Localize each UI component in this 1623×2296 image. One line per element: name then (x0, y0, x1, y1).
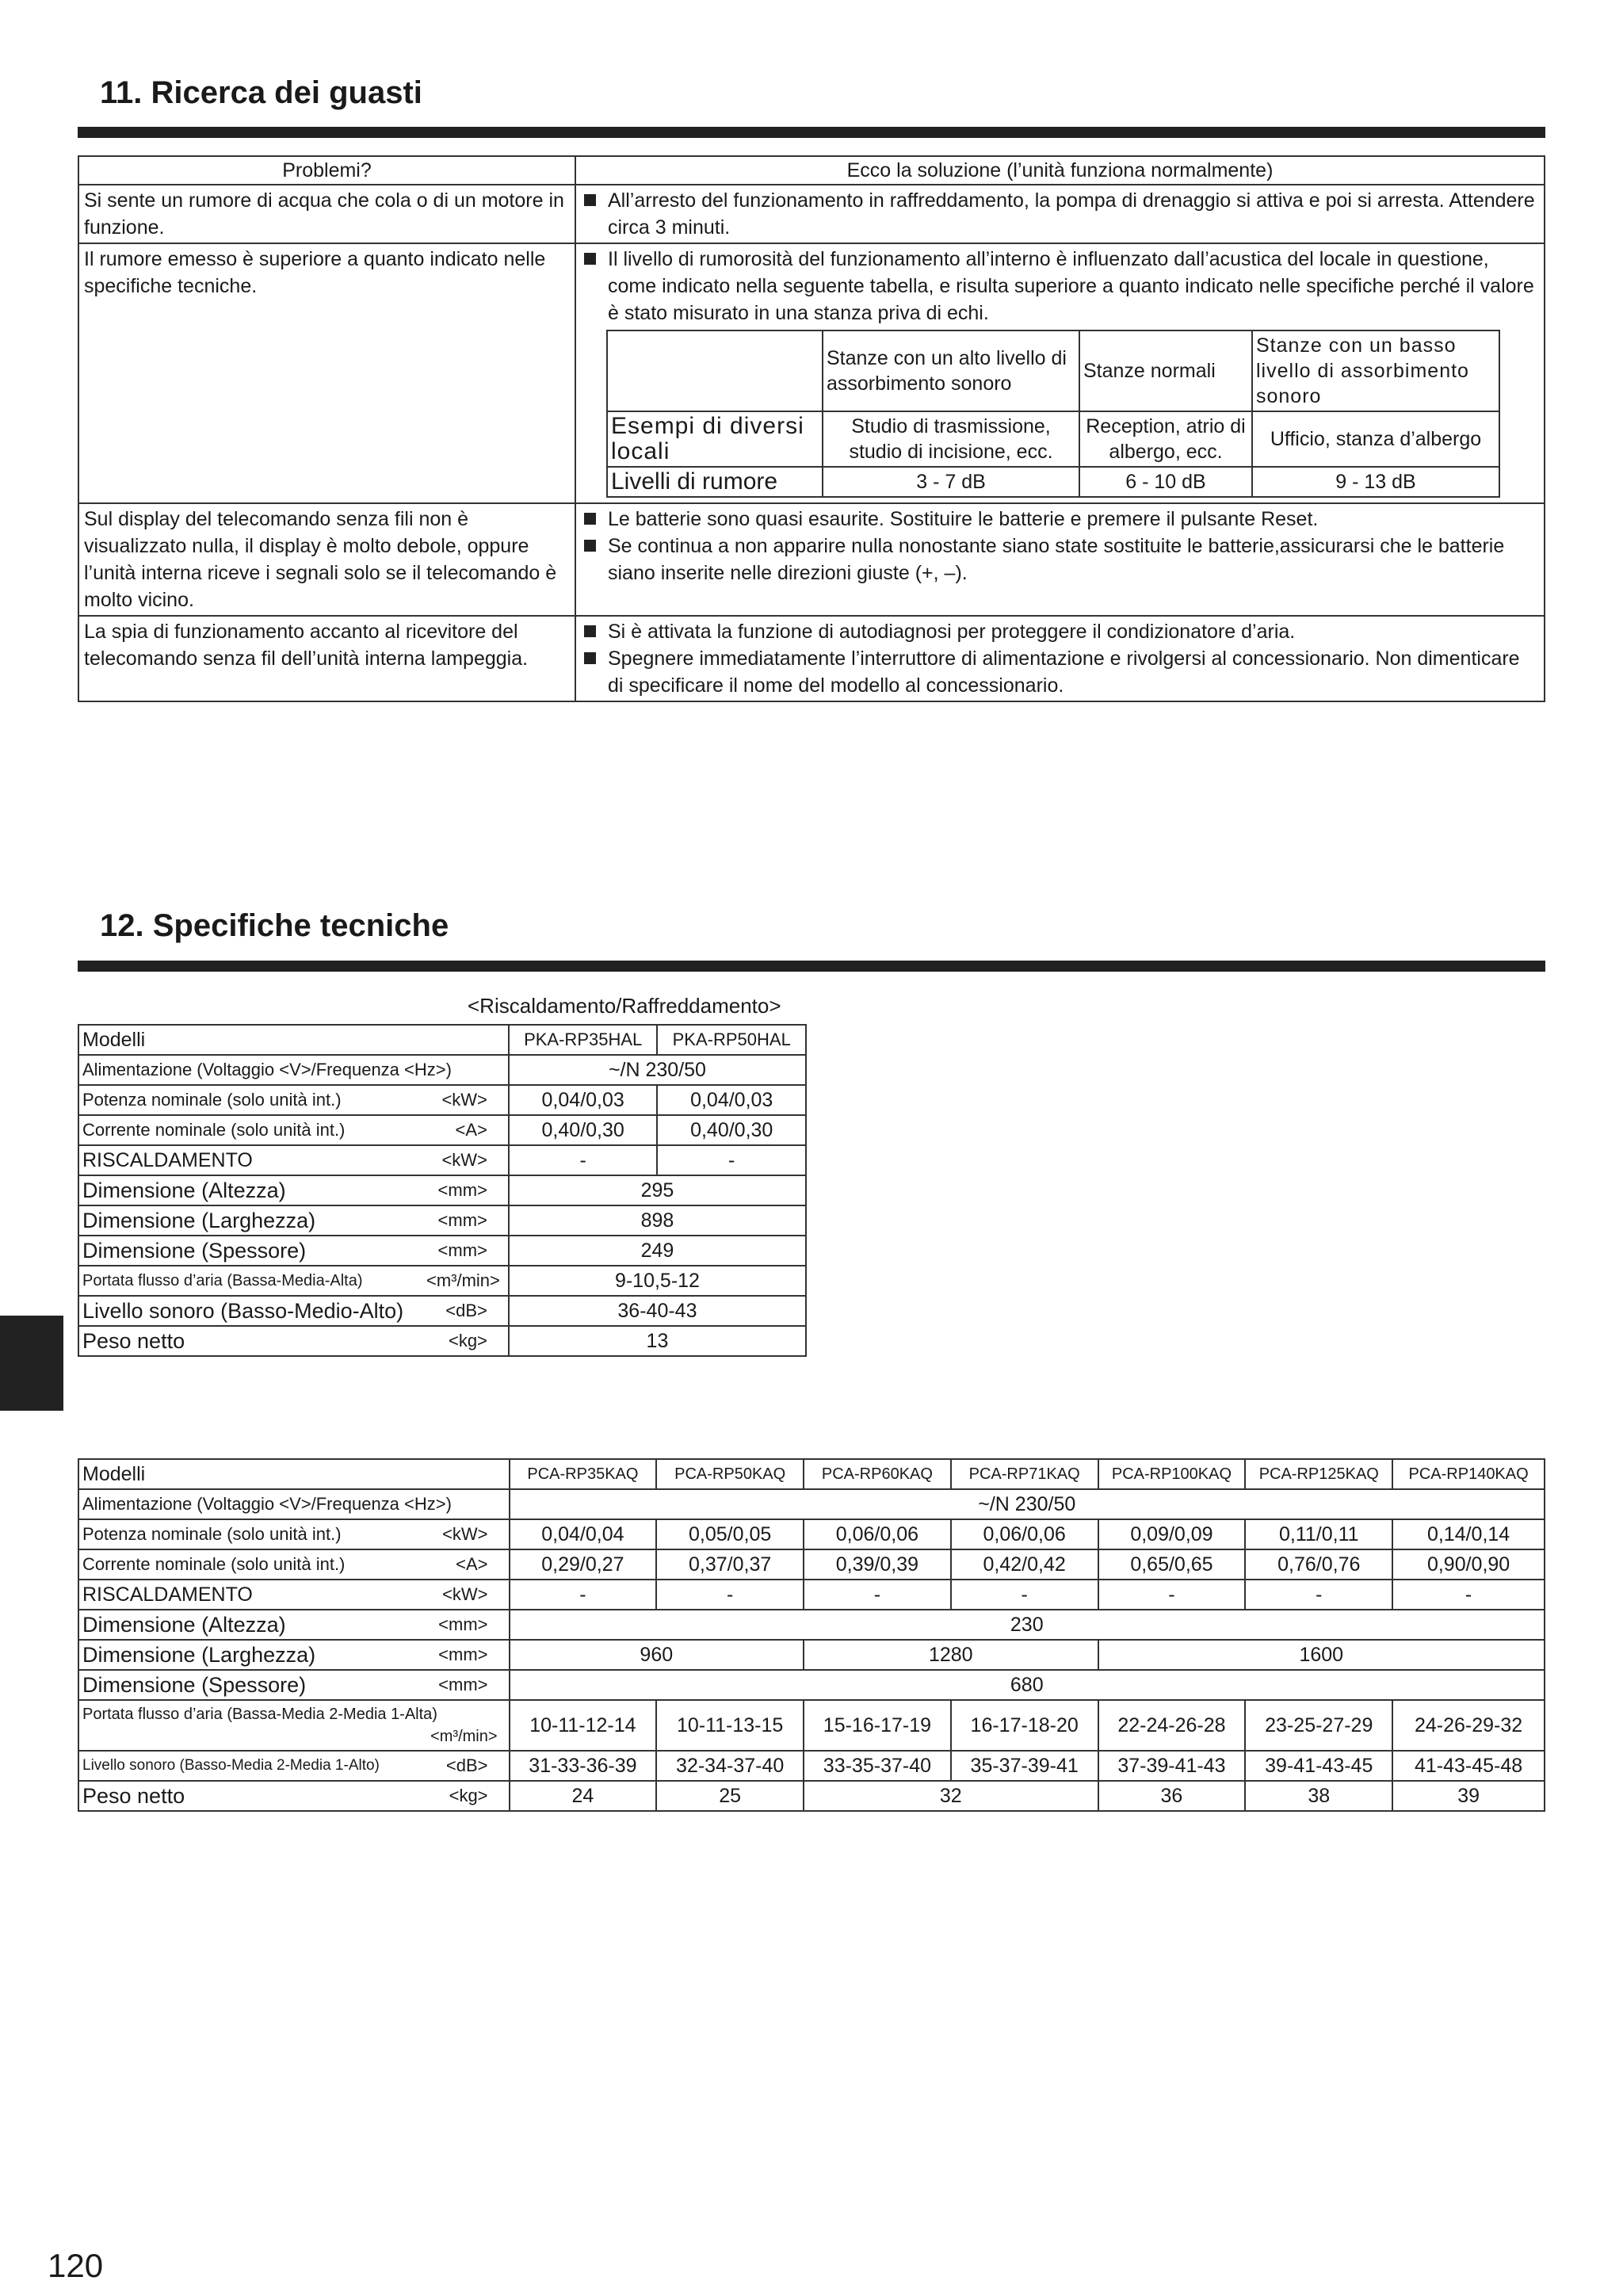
spec-value: 230 (510, 1610, 1545, 1640)
row-label: Corrente nominale (solo unità int.) <A> (78, 1115, 509, 1145)
spec-value: 680 (510, 1670, 1545, 1700)
row-label: Dimensione (Spessore) <mm> (78, 1236, 509, 1266)
unit: <A> (456, 1554, 488, 1574)
models-label: Modelli (78, 1459, 510, 1489)
spec-value: 0,09/0,09 (1098, 1519, 1246, 1549)
row-label: Portata flusso d’aria (Bassa-Media-Alta) <m³/min> (78, 1266, 509, 1296)
spec-value: 24 (510, 1781, 657, 1811)
spec-value: ~/N 230/50 (509, 1055, 806, 1085)
model-name: PCA-RP35KAQ (510, 1459, 657, 1489)
problem-cell: La spia di funzionamento accanto al ricevitore del telecomando senza fil dell’unità interna lampeggia. (78, 616, 575, 701)
solution-item: Le batterie sono quasi esaurite. Sostituire le batterie e premere il pulsante Reset. (581, 506, 1539, 533)
table-row (78, 243, 1545, 503)
spec-value: - (657, 1145, 806, 1175)
spec-value: - (1098, 1580, 1246, 1610)
spec-value: 295 (509, 1175, 806, 1205)
spec-value: 32-34-37-40 (656, 1751, 804, 1781)
spec-value: 10-11-13-15 (656, 1700, 804, 1751)
spec-value: 0,42/0,42 (951, 1549, 1098, 1580)
table-row (78, 185, 1545, 243)
spec-value: 0,14/0,14 (1392, 1519, 1545, 1549)
spec-value: 898 (509, 1205, 806, 1236)
noise-example: Reception, atrio di albergo, ecc. (1079, 411, 1252, 467)
unit: <kW> (442, 1524, 488, 1544)
table-header-row (78, 156, 1545, 185)
spec-value: 38 (1245, 1781, 1392, 1811)
spec-value: 33-35-37-40 (804, 1751, 951, 1781)
row-label: Dimensione (Altezza) <mm> (78, 1175, 509, 1205)
spec-value: 9-10,5-12 (509, 1266, 806, 1296)
model-name: PCA-RP50KAQ (656, 1459, 804, 1489)
spec-value: 0,04/0,04 (510, 1519, 657, 1549)
language-side-tab (0, 1316, 63, 1411)
noise-row-label-examples: Esempi di diversi locali (607, 411, 823, 467)
row-label: Livello sonoro (Basso-Media 2-Media 1-Alto) <dB> (78, 1751, 510, 1781)
row-label: Dimensione (Larghezza) <mm> (78, 1640, 510, 1670)
page-number: 120 (48, 2247, 104, 2284)
row-label: Dimensione (Spessore) <mm> (78, 1670, 510, 1700)
spec-value: 960 (510, 1640, 804, 1670)
model-name: PCA-RP71KAQ (951, 1459, 1098, 1489)
row-label: Livello sonoro (Basso-Medio-Alto) <dB> (78, 1296, 509, 1326)
row-label: Dimensione (Altezza) <mm> (78, 1610, 510, 1640)
spec-value: 0,11/0,11 (1245, 1519, 1392, 1549)
unit: <kW> (441, 1090, 487, 1110)
solution-item: Il livello di rumorosità del funzionamento all’interno è influenzato dall’acustica del locale in questione, come indicato nella seguente tabella, e risulta superiore a quanto indicato nelle specifiche perché il valore è stato misurato in una stanza priva di echi. (581, 246, 1539, 327)
spec-value: 0,05/0,05 (656, 1519, 804, 1549)
unit: <A> (455, 1120, 487, 1140)
noise-level: 9 - 13 dB (1252, 467, 1499, 497)
noise-level: 6 - 10 dB (1079, 467, 1252, 497)
spec-value: 23-25-27-29 (1245, 1700, 1392, 1751)
solution-cell (575, 185, 1545, 243)
unit: <mm> (438, 1614, 488, 1634)
spec-value: 39-41-43-45 (1245, 1751, 1392, 1781)
spec-value: 37-39-41-43 (1098, 1751, 1246, 1781)
unit: <dB> (445, 1755, 488, 1775)
row-label: Corrente nominale (solo unità int.) <A> (78, 1549, 510, 1580)
unit: <kW> (442, 1584, 488, 1604)
spec-value: 36-40-43 (509, 1296, 806, 1326)
pka-spec-table (78, 1024, 807, 1357)
section-12-title: 12. Specifiche tecniche (100, 908, 449, 943)
spec-value: 249 (509, 1236, 806, 1266)
spec-value: - (951, 1580, 1098, 1610)
solution-item: Spegnere immediatamente l’interruttore di alimentazione e rivolgersi al concessionario. Non dimenticare di specificare il nome del modello al concessionario. (581, 645, 1539, 699)
noise-col-normal: Stanze normali (1079, 330, 1252, 411)
problem-cell: Si sente un rumore di acqua che cola o di un motore in funzione. (78, 185, 575, 243)
section-11-rule (78, 127, 1545, 138)
problem-cell: Il rumore emesso è superiore a quanto indicato nelle specifiche tecniche. (78, 243, 575, 503)
spec-value: 10-11-12-14 (510, 1700, 657, 1751)
solution-cell (575, 616, 1545, 701)
solution-item: Se continua a non apparire nulla nonostante siano state sostituite le batterie,assicurarsi che le batterie siano inserite nelle direzioni giuste (+, –). (581, 533, 1539, 586)
unit: <m³/min> (426, 1270, 500, 1290)
noise-corner (607, 330, 823, 411)
model-name: PCA-RP140KAQ (1392, 1459, 1545, 1489)
table-row (78, 503, 1545, 616)
header-solution: Ecco la soluzione (l’unità funziona normalmente) (575, 156, 1545, 185)
pca-spec-table (78, 1458, 1545, 1812)
spec-value: 0,65/0,65 (1098, 1549, 1246, 1580)
unit: <m³/min> (430, 1728, 498, 1745)
model-name: PCA-RP100KAQ (1098, 1459, 1246, 1489)
row-label: Alimentazione (Voltaggio <V>/Frequenza <Hz>) (78, 1489, 510, 1519)
spec-value: 39 (1392, 1781, 1545, 1811)
spec-value: 0,37/0,37 (656, 1549, 804, 1580)
table-row (78, 616, 1545, 701)
spec-value: 35-37-39-41 (951, 1751, 1098, 1781)
solution-item: All’arresto del funzionamento in raffreddamento, la pompa di drenaggio si attiva e poi si arresta. Attendere circa 3 minuti. (581, 187, 1539, 241)
spec-value: - (1392, 1580, 1545, 1610)
noise-row-label-levels: Livelli di rumore (607, 467, 823, 497)
mode-label: <Riscaldamento/Raffreddamento> (468, 994, 781, 1018)
noise-example: Ufficio, stanza d’albergo (1252, 411, 1499, 467)
spec-value: 22-24-26-28 (1098, 1700, 1246, 1751)
spec-value: ~/N 230/50 (510, 1489, 1545, 1519)
spec-value: 1600 (1098, 1640, 1545, 1670)
spec-value: 15-16-17-19 (804, 1700, 951, 1751)
spec-value: 31-33-36-39 (510, 1751, 657, 1781)
spec-value: 16-17-18-20 (951, 1700, 1098, 1751)
spec-value: - (509, 1145, 658, 1175)
unit: <dB> (445, 1301, 487, 1320)
header-problem: Problemi? (78, 156, 575, 185)
problem-cell: Sul display del telecomando senza fili non è visualizzato nulla, il display è molto debole, oppure l’unità interna riceve i segnali solo se il telecomando è molto vicino. (78, 503, 575, 616)
solution-item: Si è attivata la funzione di autodiagnosi per proteggere il condizionatore d’aria. (581, 618, 1539, 645)
unit: <mm> (438, 1675, 488, 1694)
section-11-title: 11. Ricerca dei guasti (100, 75, 422, 110)
noise-col-low-absorption: Stanze con un basso livello di assorbimento sonoro (1252, 330, 1499, 411)
row-label: Alimentazione (Voltaggio <V>/Frequenza <Hz>) (78, 1055, 509, 1085)
spec-value: 0,40/0,30 (657, 1115, 806, 1145)
spec-value: - (804, 1580, 951, 1610)
model-name: PKA-RP50HAL (657, 1025, 806, 1055)
models-label: Modelli (78, 1025, 509, 1055)
model-name: PKA-RP35HAL (509, 1025, 658, 1055)
spec-value: 0,90/0,90 (1392, 1549, 1545, 1580)
unit: <kW> (441, 1150, 487, 1170)
spec-value: 0,76/0,76 (1245, 1549, 1392, 1580)
section-12-rule (78, 961, 1545, 972)
row-label: Peso netto <kg> (78, 1326, 509, 1356)
row-label: Peso netto <kg> (78, 1781, 510, 1811)
spec-value: - (1245, 1580, 1392, 1610)
row-label: Dimensione (Larghezza) <mm> (78, 1205, 509, 1236)
unit: <mm> (437, 1240, 487, 1260)
solution-cell (575, 243, 1545, 503)
model-name: PCA-RP125KAQ (1245, 1459, 1392, 1489)
row-label: Portata flusso d’aria (Bassa-Media 2-Media 1-Alta) <m³/min> (78, 1700, 510, 1751)
unit: <mm> (437, 1180, 487, 1200)
spec-value: 24-26-29-32 (1392, 1700, 1545, 1751)
troubleshooting-table (78, 155, 1545, 702)
solution-cell (575, 503, 1545, 616)
unit: <kg> (449, 1786, 488, 1805)
spec-value: 1280 (804, 1640, 1098, 1670)
spec-value: 0,29/0,27 (510, 1549, 657, 1580)
spec-value: 0,04/0,03 (657, 1085, 806, 1115)
spec-value: 32 (804, 1781, 1098, 1811)
row-label: RISCALDAMENTO <kW> (78, 1145, 509, 1175)
row-label: Potenza nominale (solo unità int.) <kW> (78, 1519, 510, 1549)
model-name: PCA-RP60KAQ (804, 1459, 951, 1489)
row-label: Potenza nominale (solo unità int.) <kW> (78, 1085, 509, 1115)
spec-value: - (510, 1580, 657, 1610)
spec-value: 0,06/0,06 (951, 1519, 1098, 1549)
spec-value: 0,39/0,39 (804, 1549, 951, 1580)
spec-value: 13 (509, 1326, 806, 1356)
spec-value: - (656, 1580, 804, 1610)
spec-value: 0,40/0,30 (509, 1115, 658, 1145)
spec-value: 25 (656, 1781, 804, 1811)
unit: <kg> (448, 1331, 487, 1350)
spec-value: 41-43-45-48 (1392, 1751, 1545, 1781)
unit: <mm> (437, 1210, 487, 1230)
noise-level-table (606, 330, 1500, 498)
unit: <mm> (438, 1645, 488, 1664)
noise-col-high-absorption: Stanze con un alto livello di assorbimento sonoro (823, 330, 1079, 411)
spec-value: 0,06/0,06 (804, 1519, 951, 1549)
noise-example: Studio di trasmissione, studio di incisione, ecc. (823, 411, 1079, 467)
row-label: RISCALDAMENTO <kW> (78, 1580, 510, 1610)
spec-value: 36 (1098, 1781, 1246, 1811)
noise-level: 3 - 7 dB (823, 467, 1079, 497)
spec-value: 0,04/0,03 (509, 1085, 658, 1115)
